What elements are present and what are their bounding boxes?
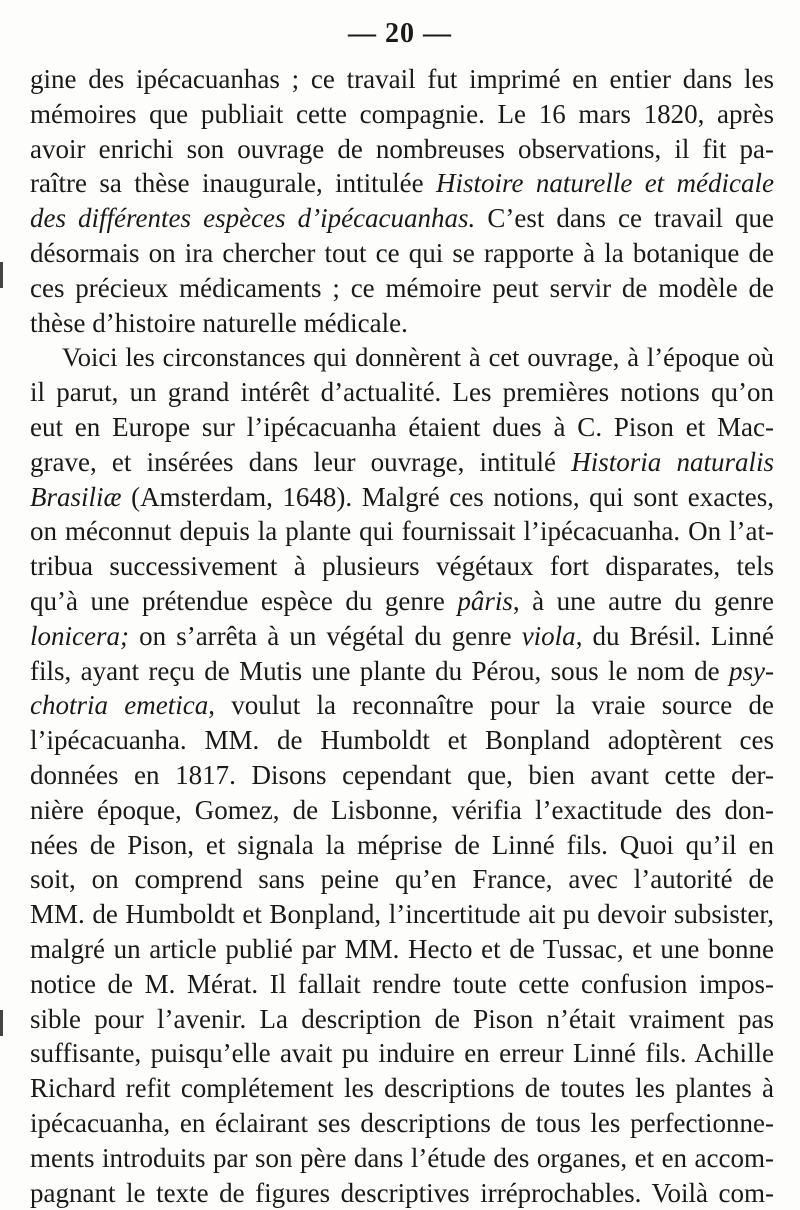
text-segment: on s’arrêta à un végétal du genre <box>128 620 522 651</box>
text-line <box>30 97 774 132</box>
text-line <box>30 480 774 515</box>
text-segment: qu’à une prétendue espèce du genre <box>30 585 458 616</box>
text-line <box>30 201 774 236</box>
text-segment: l’ipécacuanha. MM. de Humboldt et Bonpland adoptèrent ces <box>30 725 774 756</box>
text-line <box>30 932 774 967</box>
italic-text: pâris <box>457 585 513 616</box>
text-segment: , à une autre du genre <box>512 585 774 616</box>
text-line <box>30 828 774 863</box>
body-text <box>30 62 774 1210</box>
text-line <box>30 1141 774 1176</box>
text-line <box>30 271 774 306</box>
italic-text: Histoire naturelle et médicale <box>435 168 774 199</box>
text-segment: ipécacuanha, en éclairant ses descriptions de tous les perfectionne- <box>30 1107 774 1138</box>
text-segment: suffisante, puisqu’elle avait pu induire en erreur Linné fils. Achille <box>30 1038 774 1069</box>
text-line <box>30 654 774 689</box>
text-line <box>30 340 774 375</box>
text-segment: gine des ipécacuanhas ; ce travail fut imprimé en entier dans les <box>30 64 774 94</box>
text-line <box>30 758 774 793</box>
text-line <box>30 62 774 97</box>
text-segment: eut en Europe sur l’ipécacuanha étaient dues à C. Pison et Mac- <box>30 411 774 442</box>
italic-text: viola <box>521 620 576 651</box>
page-number: — 20 — <box>348 18 452 49</box>
text-line <box>30 862 774 897</box>
text-segment: avoir enrichi son ouvrage de nombreuses observations, il fit pa- <box>30 133 774 164</box>
text-segment: C’est dans ce travail que <box>475 203 774 234</box>
text-segment: soit, on comprend sans peine qu’en France, avec l’autorité de <box>30 864 774 895</box>
text-line <box>30 967 774 1002</box>
text-line <box>30 723 774 758</box>
text-segment: mémoires que publiait cette compagnie. Le 16 mars 1820, après <box>30 98 774 129</box>
italic-text: chotria emetica <box>30 690 209 721</box>
text-line <box>30 584 774 619</box>
text-line <box>30 132 774 167</box>
text-line <box>30 1106 774 1141</box>
text-segment: , du Brésil. Linné <box>575 620 774 651</box>
text-segment: (Amsterdam, 1648). Malgré ces notions, qui sont exactes, <box>121 481 774 512</box>
text-segment: notice de M. Mérat. Il fallait rendre toute cette confusion impos- <box>30 968 774 999</box>
text-segment: thèse d’histoire naturelle médicale. <box>30 307 408 338</box>
text-segment: malgré un article publié par MM. Hecto et de Tussac, et une bonne <box>30 933 774 964</box>
text-segment: pagnant le texte de figures descriptives irréprochables. Voilà com- <box>30 1177 774 1208</box>
text-line <box>30 1176 774 1210</box>
text-line <box>30 410 774 445</box>
text-segment: MM. de Humboldt et Bonpland, l’incertitude ait pu devoir subsister, <box>30 899 774 930</box>
text-line <box>30 1071 774 1106</box>
text-segment: grave, et insérées dans leur ouvrage, intitulé <box>30 446 572 477</box>
text-segment: Voici les circonstances qui donnèrent à cet ouvrage, à l’époque où <box>62 342 774 373</box>
text-segment: désormais on ira chercher tout ce qui se rapporte à la botanique de <box>30 237 774 268</box>
text-segment: , voulut la reconnaître pour la vraie source de <box>208 690 774 721</box>
text-line <box>30 897 774 932</box>
italic-text: Brasiliæ <box>30 481 122 512</box>
text-segment: sible pour l’avenir. La description de Pison n’était vraiment pas <box>30 1003 774 1034</box>
text-segment: nées de Pison, et signala la méprise de Linné fils. Quoi qu’il en <box>30 829 774 860</box>
text-line <box>30 619 774 654</box>
text-segment: ces précieux médicaments ; ce mémoire peut servir de modèle de <box>30 272 774 303</box>
text-segment: données en 1817. Disons cependant que, bien avant cette der- <box>30 759 774 790</box>
text-segment: nière époque, Gomez, de Lisbonne, vérifia l’exactitude des don- <box>30 794 774 825</box>
page-edge-mark <box>0 262 3 288</box>
italic-text: Historia naturalis <box>571 446 774 477</box>
text-segment: ments introduits par son père dans l’étude des organes, et en accom- <box>30 1142 774 1173</box>
page-edge-mark <box>0 1010 3 1036</box>
text-segment: il parut, un grand intérêt d’actualité. Les premières notions qu’on <box>30 377 774 408</box>
text-segment: raître sa thèse inaugurale, intitulée <box>30 168 436 199</box>
text-line <box>30 514 774 549</box>
text-segment: fils, ayant reçu de Mutis une plante du Pérou, sous le nom de <box>30 655 730 686</box>
text-segment: Richard refit complétement les descriptions de toutes les plantes à <box>30 1073 774 1104</box>
text-segment: on méconnut depuis la plante qui fournissait l’ipécacuanha. On l’at- <box>30 516 774 547</box>
italic-text: psy- <box>729 655 774 686</box>
text-line <box>30 549 774 584</box>
italic-text: des différentes espèces d’ipécacuanhas. <box>30 203 476 234</box>
text-line <box>30 166 774 201</box>
text-segment: tribua successivement à plusieurs végétaux fort disparates, tels <box>30 551 774 582</box>
text-line <box>30 306 774 341</box>
text-line <box>30 688 774 723</box>
text-line <box>30 445 774 480</box>
text-line <box>30 1036 774 1071</box>
text-line <box>30 236 774 271</box>
italic-text: lonicera; <box>30 620 129 651</box>
text-line <box>30 375 774 410</box>
text-line <box>30 1002 774 1037</box>
text-line <box>30 793 774 828</box>
